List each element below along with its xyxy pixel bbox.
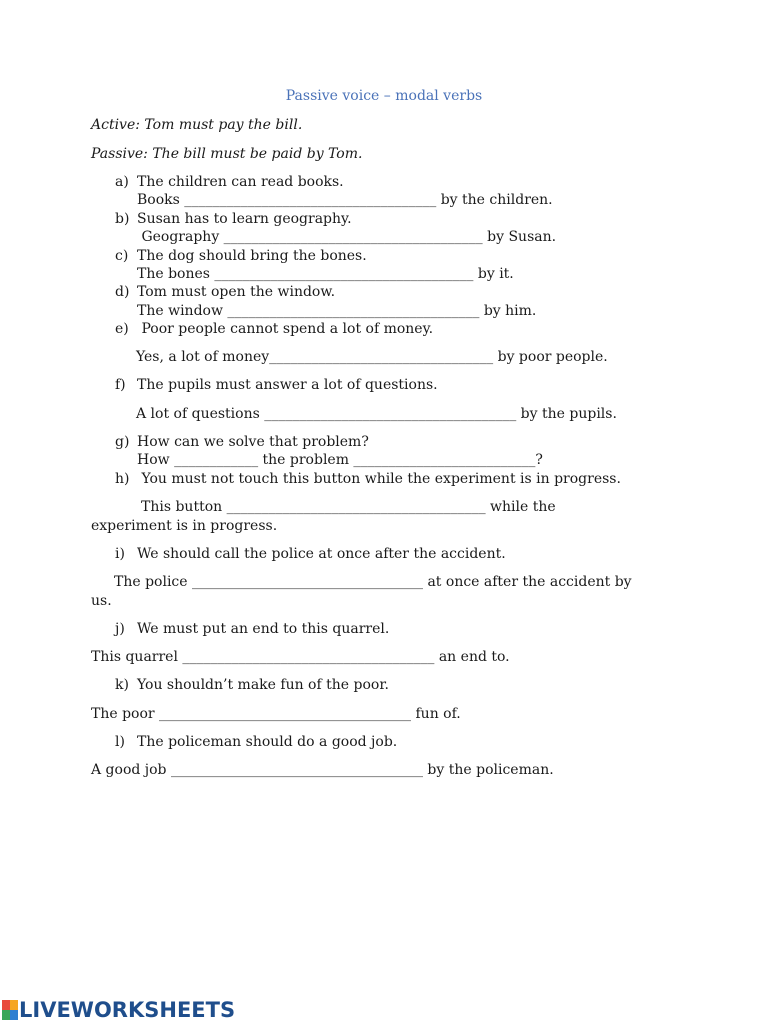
- item-g-text: How can we solve that problem?: [137, 434, 369, 450]
- item-c-text: The dog should bring the bones.: [137, 248, 367, 264]
- item-c-letter: c): [115, 248, 129, 264]
- item-b-answer: Geography _____________________________________ by Susan.: [137, 229, 557, 245]
- item-k-letter: k): [115, 677, 129, 693]
- item-h-answer: This button _____________________________________ while the: [141, 499, 556, 515]
- item-i-sentence: [115, 545, 506, 563]
- item-d-text: Tom must open the window.: [137, 284, 336, 300]
- item-f-answer: A lot of questions ____________________________________ by the pupils.: [136, 406, 617, 422]
- item-e-sentence: [115, 320, 433, 338]
- item-f-text: The pupils must answer a lot of questions.: [137, 377, 438, 393]
- item-e-letter: e): [115, 321, 129, 337]
- item-i-answer: The police _________________________________ at once after the accident by: [114, 574, 632, 590]
- item-h-answer-cont: experiment is in progress.: [91, 518, 278, 534]
- item-g-letter: g): [115, 434, 130, 450]
- item-g-sentence: [115, 433, 369, 451]
- item-j-sentence: [115, 620, 389, 638]
- item-b-sentence: [115, 210, 352, 228]
- item-b-letter: b): [115, 211, 130, 227]
- item-k-text: You shouldn’t make fun of the poor.: [137, 677, 389, 693]
- item-e-answer: Yes, a lot of money________________________________ by poor people.: [136, 349, 608, 365]
- item-f-sentence: [115, 376, 438, 394]
- item-l-answer: A good job ____________________________________ by the policeman.: [91, 762, 554, 778]
- item-g-answer: How ____________ the problem __________________________?: [137, 452, 543, 468]
- item-d-answer: The window ____________________________________ by him.: [137, 303, 537, 319]
- item-b-text: Susan has to learn geography.: [137, 211, 352, 227]
- example-active: Active: Tom must pay the bill.: [91, 117, 303, 133]
- liveworksheets-logo-icon: [2, 1000, 18, 1020]
- item-h-letter: h): [115, 471, 130, 487]
- item-j-letter: j): [115, 621, 125, 637]
- item-l-sentence: [115, 733, 397, 751]
- item-h-sentence: [115, 470, 621, 488]
- item-l-text: The policeman should do a good job.: [137, 734, 398, 750]
- item-i-answer-cont: us.: [91, 593, 112, 609]
- item-e-text: Poor people cannot spend a lot of money.: [137, 321, 434, 337]
- brand-name: LIVEWORKSHEETS: [19, 998, 236, 1022]
- item-h-text: You must not touch this button while the experiment is in progress.: [137, 471, 621, 487]
- item-k-answer: The poor ____________________________________ fun of.: [91, 706, 461, 722]
- item-c-answer: The bones _____________________________________ by it.: [137, 266, 514, 282]
- item-j-answer: This quarrel ____________________________________ an end to.: [91, 649, 510, 665]
- item-a-letter: a): [115, 174, 129, 190]
- item-l-letter: l): [115, 734, 125, 750]
- item-d-sentence: [115, 283, 335, 301]
- example-passive: Passive: The bill must be paid by Tom.: [91, 146, 363, 162]
- page-title: Passive voice – modal verbs: [285, 88, 483, 104]
- item-k-sentence: [115, 676, 389, 694]
- item-j-text: We must put an end to this quarrel.: [137, 621, 390, 637]
- item-c-sentence: [115, 247, 367, 265]
- item-i-letter: i): [115, 546, 125, 562]
- item-a-answer: Books ____________________________________ by the children.: [137, 192, 553, 208]
- item-a-sentence: [115, 173, 344, 191]
- item-i-text: We should call the police at once after the accident.: [137, 546, 506, 562]
- item-d-letter: d): [115, 284, 130, 300]
- item-f-letter: f): [115, 377, 126, 393]
- liveworksheets-brand: [2, 996, 235, 1024]
- item-a-text: The children can read books.: [137, 174, 344, 190]
